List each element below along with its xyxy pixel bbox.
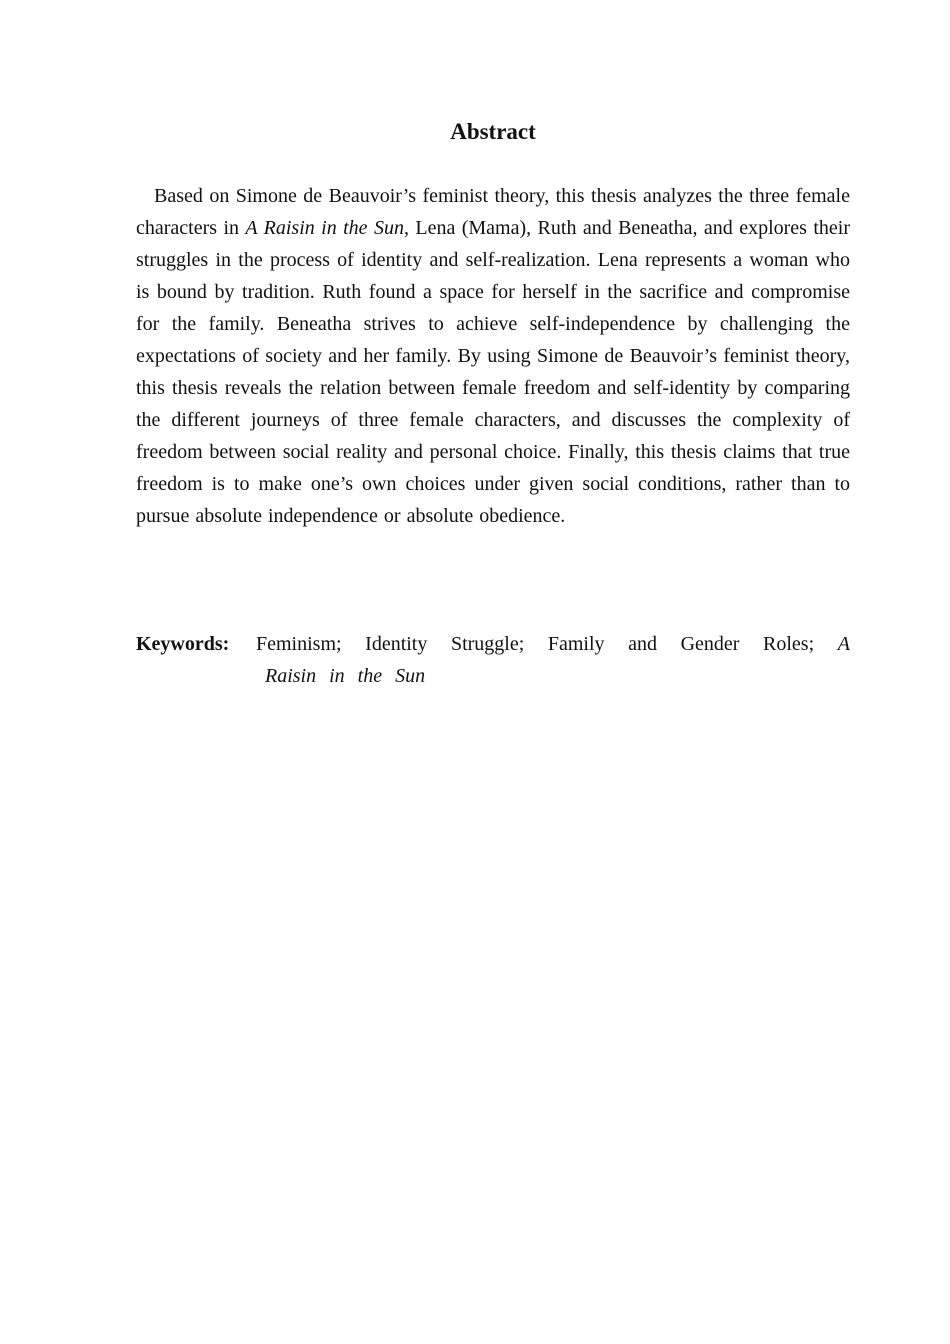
abstract-text-part1: Based on Simone de Beauvoir’s feminist theory, this thesis analyzes the three female characters in (136, 185, 850, 239)
abstract-title-text: Abstract (450, 119, 536, 144)
keywords-line-2 (136, 660, 850, 692)
keyword-word: Gender (680, 633, 740, 655)
keyword-word: Identity (365, 633, 428, 655)
keywords-section (136, 628, 850, 692)
keyword-word: and (628, 633, 658, 655)
abstract-title (136, 117, 850, 147)
keywords-line-1 (136, 628, 850, 660)
keyword-word: Roles; (763, 633, 815, 655)
keyword-italic-article: A (837, 633, 850, 655)
keywords-label: Keywords: (136, 633, 230, 655)
keywords-list (256, 628, 850, 660)
abstract-work-title: A Raisin in the Sun (245, 217, 404, 239)
keywords-work-title: Raisin in the Sun (265, 665, 426, 687)
keyword-word: Struggle; (450, 633, 525, 655)
keyword-word: Feminism; (256, 633, 342, 655)
abstract-text-part2: , Lena (Mama), Ruth and Beneatha, and explores their struggles in the process of identity and self-realization. Lena represents a woman who is bound by tradition. Ruth found a space for herself in the sacrifice and compromise for the family. Beneatha strives to achieve self-independence by challenging the expectations of society and her family. By using Simone de Beauvoir’s feminist theory, this thesis reveals the relation between female freedom and self-identity by comparing the different journeys of three female characters, and discusses the complexity of freedom between social reality and personal choice. Finally, this thesis claims that true freedom is to make one’s own choices under given social conditions, rather than to pursue absolute independence or absolute obedience. (136, 217, 850, 527)
keyword-word: Family (547, 633, 605, 655)
abstract-paragraph (136, 180, 850, 532)
